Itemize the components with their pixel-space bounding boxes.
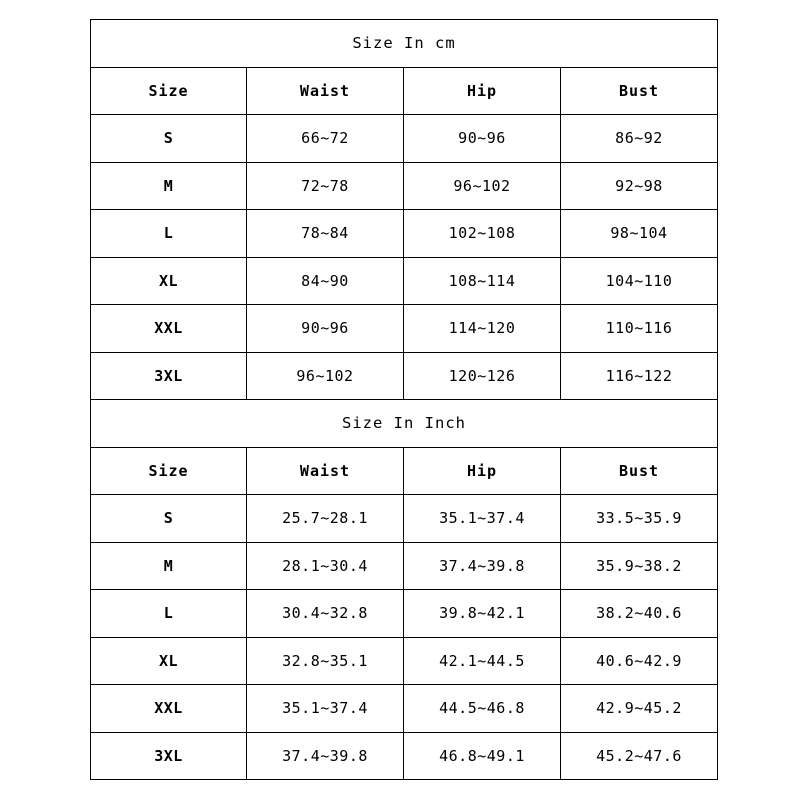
- cm-table-title: Size In cm: [91, 20, 718, 68]
- table-row: [91, 352, 718, 400]
- bust-value: 104~110: [561, 257, 718, 305]
- hip-value: 46.8~49.1: [404, 732, 561, 780]
- waist-value: 72~78: [247, 162, 404, 210]
- size-label: M: [91, 162, 247, 210]
- table-row: [91, 305, 718, 353]
- waist-value: 84~90: [247, 257, 404, 305]
- size-label: XXL: [91, 685, 247, 733]
- table-row: [91, 542, 718, 590]
- bust-value: 86~92: [561, 115, 718, 163]
- cm-header-bust: Bust: [561, 67, 718, 115]
- cm-title-row: [91, 20, 718, 68]
- inch-header-size: Size: [91, 447, 247, 495]
- hip-value: 42.1~44.5: [404, 637, 561, 685]
- bust-value: 45.2~47.6: [561, 732, 718, 780]
- bust-value: 110~116: [561, 305, 718, 353]
- waist-value: 32.8~35.1: [247, 637, 404, 685]
- size-label: S: [91, 495, 247, 543]
- inch-title-row: [91, 400, 718, 448]
- waist-value: 30.4~32.8: [247, 590, 404, 638]
- cm-header-size: Size: [91, 67, 247, 115]
- waist-value: 96~102: [247, 352, 404, 400]
- bust-value: 40.6~42.9: [561, 637, 718, 685]
- size-label: L: [91, 590, 247, 638]
- hip-value: 108~114: [404, 257, 561, 305]
- cm-header-hip: Hip: [404, 67, 561, 115]
- table-row: [91, 732, 718, 780]
- table-row: [91, 685, 718, 733]
- waist-value: 25.7~28.1: [247, 495, 404, 543]
- waist-value: 78~84: [247, 210, 404, 258]
- table-row: [91, 115, 718, 163]
- size-chart-table: [90, 19, 718, 780]
- bust-value: 38.2~40.6: [561, 590, 718, 638]
- inch-header-hip: Hip: [404, 447, 561, 495]
- hip-value: 39.8~42.1: [404, 590, 561, 638]
- table-row: [91, 162, 718, 210]
- size-label: S: [91, 115, 247, 163]
- inch-header-waist: Waist: [247, 447, 404, 495]
- size-label: L: [91, 210, 247, 258]
- table-row: [91, 590, 718, 638]
- table-row: [91, 495, 718, 543]
- hip-value: 44.5~46.8: [404, 685, 561, 733]
- bust-value: 35.9~38.2: [561, 542, 718, 590]
- waist-value: 90~96: [247, 305, 404, 353]
- hip-value: 37.4~39.8: [404, 542, 561, 590]
- waist-value: 37.4~39.8: [247, 732, 404, 780]
- table-row: [91, 637, 718, 685]
- hip-value: 102~108: [404, 210, 561, 258]
- hip-value: 96~102: [404, 162, 561, 210]
- table-row: [91, 210, 718, 258]
- waist-value: 35.1~37.4: [247, 685, 404, 733]
- size-label: 3XL: [91, 352, 247, 400]
- bust-value: 98~104: [561, 210, 718, 258]
- bust-value: 92~98: [561, 162, 718, 210]
- waist-value: 28.1~30.4: [247, 542, 404, 590]
- size-label: XL: [91, 257, 247, 305]
- inch-header-bust: Bust: [561, 447, 718, 495]
- cm-header-waist: Waist: [247, 67, 404, 115]
- size-label: 3XL: [91, 732, 247, 780]
- cm-header-row: [91, 67, 718, 115]
- table-row: [91, 257, 718, 305]
- hip-value: 120~126: [404, 352, 561, 400]
- inch-table-title: Size In Inch: [91, 400, 718, 448]
- size-label: M: [91, 542, 247, 590]
- inch-header-row: [91, 447, 718, 495]
- bust-value: 33.5~35.9: [561, 495, 718, 543]
- hip-value: 90~96: [404, 115, 561, 163]
- bust-value: 42.9~45.2: [561, 685, 718, 733]
- size-label: XXL: [91, 305, 247, 353]
- waist-value: 66~72: [247, 115, 404, 163]
- hip-value: 35.1~37.4: [404, 495, 561, 543]
- bust-value: 116~122: [561, 352, 718, 400]
- size-label: XL: [91, 637, 247, 685]
- hip-value: 114~120: [404, 305, 561, 353]
